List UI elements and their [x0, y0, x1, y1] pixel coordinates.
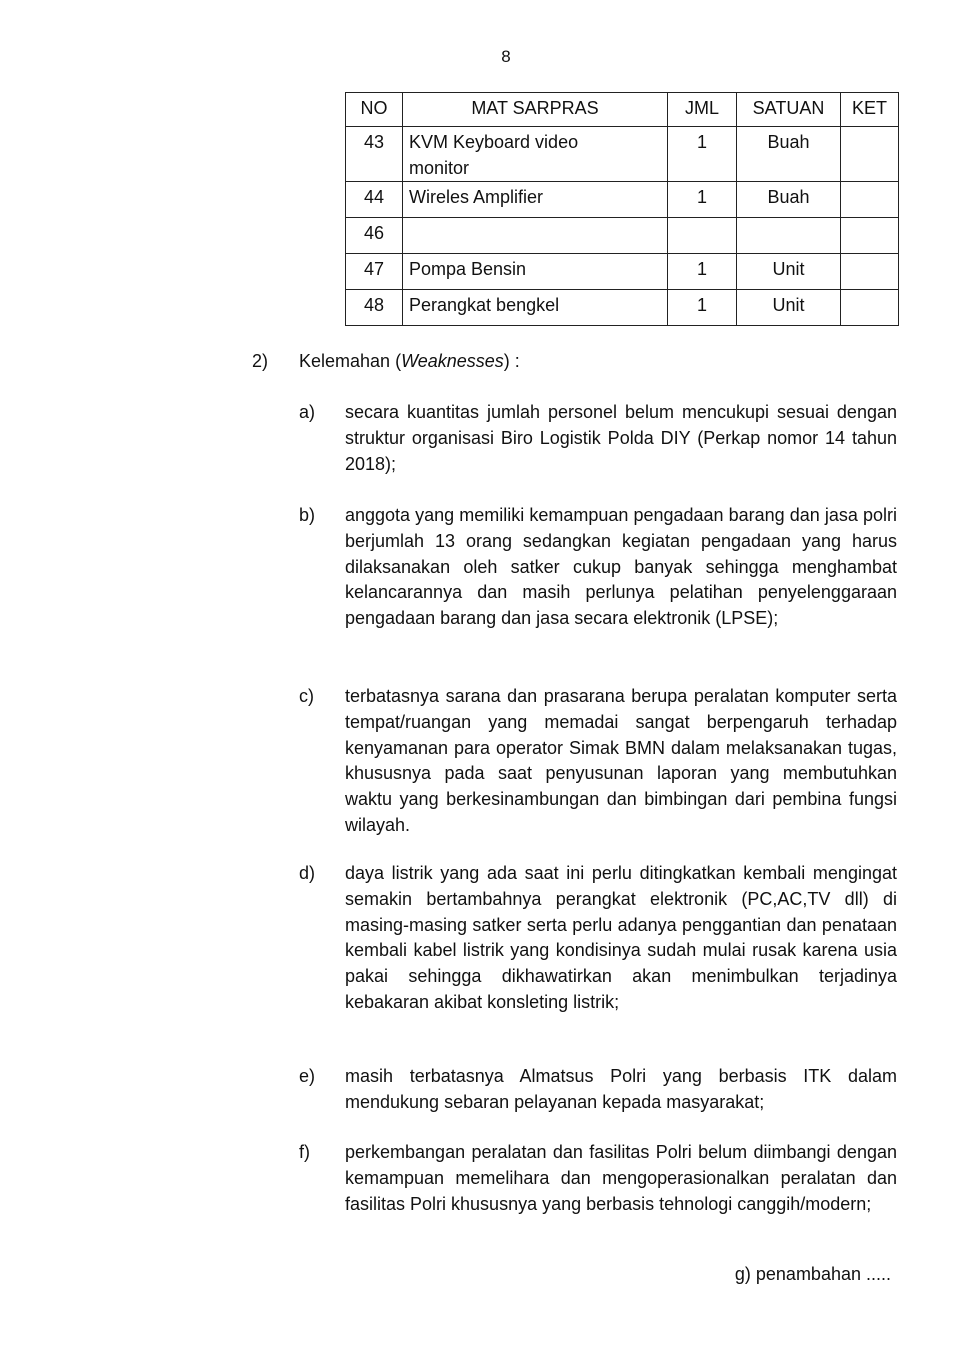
list-item-label: c) — [299, 686, 314, 706]
section-title-suffix: ) : — [503, 351, 520, 371]
header-satuan: SATUAN — [737, 93, 841, 127]
list-item-label: f) — [299, 1142, 310, 1162]
cell-jml: 1 — [668, 182, 737, 218]
list-item-text: daya listrik yang ada saat ini perlu ditingkatkan kembali mengingat semakin bertambahnya perangkat elektronik (PC,AC,TV dll) di masing-masing satker serta perlu adanya penggantian dan penataan kembali kabel listrik yang kondisinya sudah mulai rusak karena usia pakai sehingga dikhawatirkan akan menimbulkan terjadinya kebakaran akibat konsleting listrik; — [345, 863, 897, 1012]
list-item-label: b) — [299, 505, 316, 525]
cell-ket — [841, 218, 899, 254]
cell-ket — [841, 290, 899, 326]
list-item — [299, 503, 897, 632]
table-row — [346, 254, 899, 290]
list-item-label: e) — [299, 1066, 316, 1086]
cell-item: Pompa Bensin — [403, 254, 668, 290]
cell-ket — [841, 127, 899, 182]
list-item-text: masih terbatasnya Almatsus Polri yang berbasis ITK dalam mendukung sebaran pelayanan kepada masyarakat; — [345, 1066, 897, 1112]
list-item-text: terbatasnya sarana dan prasarana berupa peralatan komputer serta tempat/ruangan yang memadai sangat berpengaruh terhadap kenyamanan para operator Simak BMN dalam melaksanakan tugas, khususnya pada saat penyusunan laporan yang membutuhkan waktu yang berkesinambungan dan bimbingan dari pembina fungsi wilayah. — [345, 686, 897, 835]
table-row — [346, 127, 899, 182]
list-item-label: a) — [299, 402, 316, 422]
cell-satuan: Unit — [737, 290, 841, 326]
list-item — [299, 684, 897, 839]
cell-no: 44 — [346, 182, 403, 218]
section-title — [299, 348, 520, 374]
continuation-note: g) penambahan ..... — [734, 1264, 891, 1284]
cell-item — [403, 218, 668, 254]
cell-no: 48 — [346, 290, 403, 326]
list-item-text: secara kuantitas jumlah personel belum mencukupi sesuai dengan struktur organisasi Biro Logistik Polda DIY (Perkap nomor 14 tahun 2018); — [345, 402, 897, 474]
table-row — [346, 218, 899, 254]
list-item-text: perkembangan peralatan dan fasilitas Polri belum diimbangi dengan kemampuan memelihara dan mengoperasionalkan peralatan dan fasilitas Polri khususnya yang berbasis tehnologi canggih/modern; — [345, 1142, 897, 1214]
list-item — [299, 861, 897, 1016]
header-ket: KET — [841, 93, 899, 127]
cell-ket — [841, 182, 899, 218]
section-number: 2) — [252, 351, 269, 371]
cell-jml: 1 — [668, 254, 737, 290]
cell-jml: 1 — [668, 127, 737, 182]
section-title-italic: Weaknesses — [401, 351, 504, 371]
cell-satuan — [737, 218, 841, 254]
table-header-row — [346, 93, 899, 127]
inventory-table — [345, 92, 899, 326]
page-number: 8 — [501, 47, 511, 66]
table-row — [346, 290, 899, 326]
cell-jml — [668, 218, 737, 254]
section-title-prefix: Kelemahan ( — [299, 351, 402, 371]
list-item-text: anggota yang memiliki kemampuan pengadaan barang dan jasa polri berjumlah 13 orang sedangkan kegiatan pengadaan yang harus dilaksanakan oleh satker cukup banyak sehingga menghambat kelancarannya dan masih perlunya pelatihan penyelenggaraan pengadaan barang dan jasa secara elektronik (LPSE); — [345, 505, 897, 629]
cell-no: 46 — [346, 218, 403, 254]
header-jml: JML — [668, 93, 737, 127]
cell-no: 47 — [346, 254, 403, 290]
table-row — [346, 182, 899, 218]
list-item-label: d) — [299, 863, 316, 883]
list-item — [299, 400, 897, 477]
cell-satuan: Buah — [737, 182, 841, 218]
cell-item: Perangkat bengkel — [403, 290, 668, 326]
cell-item: Wireles Amplifier — [403, 182, 668, 218]
cell-ket — [841, 254, 899, 290]
list-item — [299, 1064, 897, 1116]
cell-satuan: Buah — [737, 127, 841, 182]
list-item — [299, 1140, 897, 1217]
header-no: NO — [346, 93, 403, 127]
header-mat-sarpras: MAT SARPRAS — [403, 93, 668, 127]
cell-satuan: Unit — [737, 254, 841, 290]
cell-item: KVM Keyboard video monitor — [403, 127, 668, 182]
cell-jml: 1 — [668, 290, 737, 326]
cell-no: 43 — [346, 127, 403, 182]
